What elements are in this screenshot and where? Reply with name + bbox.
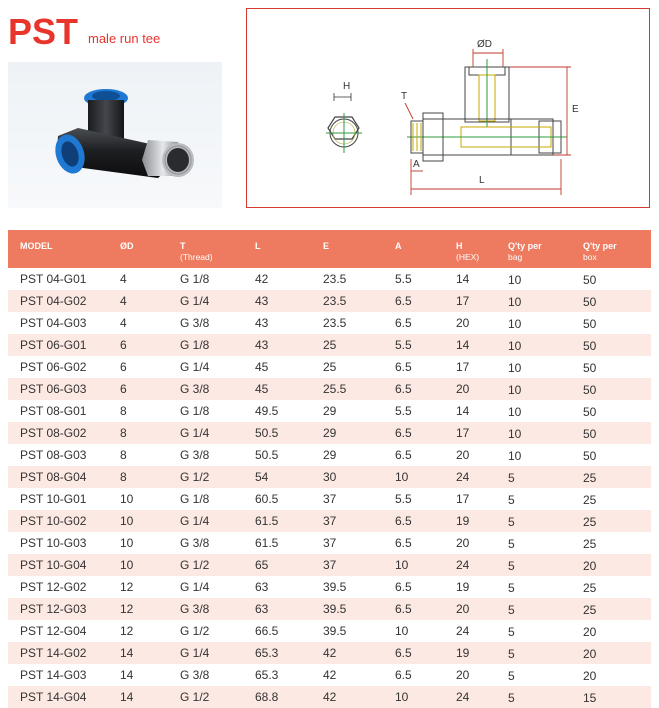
side-view bbox=[407, 59, 567, 161]
table-cell: 5.5 bbox=[395, 491, 412, 506]
table-cell: 6.5 bbox=[395, 359, 412, 374]
table-cell: 5 bbox=[508, 581, 515, 595]
table-row bbox=[8, 466, 651, 488]
table-cell: PST 06-G02 bbox=[20, 359, 87, 374]
table-cell: 15 bbox=[583, 691, 597, 705]
table-cell: 25 bbox=[323, 337, 337, 352]
product-subtitle: male run tee bbox=[88, 31, 161, 46]
product-photo bbox=[8, 62, 222, 208]
table-row bbox=[8, 400, 651, 422]
column-header-sublabel: bag bbox=[508, 252, 523, 262]
table-cell: 20 bbox=[583, 669, 597, 683]
table-cell: PST 04-G01 bbox=[20, 271, 87, 286]
column-header-sublabel: (Thread) bbox=[180, 252, 213, 262]
table-row bbox=[8, 290, 651, 312]
e-label: E bbox=[572, 104, 579, 115]
table-cell: 6.5 bbox=[395, 381, 412, 396]
table-cell: 10 bbox=[508, 317, 522, 331]
table-cell: G 1/8 bbox=[180, 403, 210, 418]
column-header-label: H bbox=[456, 241, 463, 251]
h-label: H bbox=[343, 81, 351, 92]
table-body bbox=[8, 268, 651, 708]
table-cell: PST 12-G03 bbox=[20, 601, 87, 616]
table-cell: 37 bbox=[323, 491, 337, 506]
table-cell: 39.5 bbox=[323, 601, 347, 616]
t-label: T bbox=[401, 91, 408, 102]
table-cell: G 3/8 bbox=[180, 601, 210, 616]
table-row bbox=[8, 686, 651, 708]
table-cell: 10 bbox=[508, 339, 522, 353]
table-cell: 23.5 bbox=[323, 293, 347, 308]
column-header bbox=[180, 230, 255, 268]
table-cell: 20 bbox=[583, 625, 597, 639]
column-header-label: E bbox=[323, 241, 330, 251]
table-cell: PST 10-G03 bbox=[20, 535, 87, 550]
table-cell: 20 bbox=[456, 381, 470, 396]
table-cell: 25 bbox=[583, 581, 597, 595]
table-cell: 6.5 bbox=[395, 293, 412, 308]
table-cell: 50 bbox=[583, 339, 597, 353]
table-cell: PST 14-G02 bbox=[20, 645, 87, 660]
table-cell: 50 bbox=[583, 405, 597, 419]
table-cell: 10 bbox=[395, 557, 409, 572]
table-cell: 65 bbox=[255, 557, 269, 572]
table-cell: 42 bbox=[323, 689, 337, 704]
table-cell: 5.5 bbox=[395, 403, 412, 418]
table-cell: 10 bbox=[508, 273, 522, 287]
table-cell: PST 14-G03 bbox=[20, 667, 87, 682]
brand-title: PST bbox=[8, 11, 79, 52]
column-header-sublabel: box bbox=[583, 252, 597, 262]
table-cell: 5 bbox=[508, 537, 515, 551]
column-header-label: L bbox=[255, 241, 261, 251]
table-cell: 5 bbox=[508, 559, 515, 573]
table-cell: 29 bbox=[323, 425, 337, 440]
table-cell: 24 bbox=[456, 689, 470, 704]
male-run-tee-image bbox=[8, 62, 222, 208]
table-cell: 50 bbox=[583, 383, 597, 397]
table-cell: 63 bbox=[255, 601, 269, 616]
column-header-label: ØD bbox=[120, 241, 134, 251]
table-cell: 10 bbox=[120, 557, 134, 572]
table-cell: 25 bbox=[583, 471, 597, 485]
table-cell: G 1/4 bbox=[180, 425, 210, 440]
table-cell: G 1/2 bbox=[180, 689, 210, 704]
od-label: ØD bbox=[477, 39, 492, 50]
column-header-label: Q'ty per bbox=[583, 241, 617, 251]
table-header-row bbox=[8, 230, 651, 268]
table-cell: 19 bbox=[456, 645, 470, 660]
table-cell: 37 bbox=[323, 557, 337, 572]
table-cell: 37 bbox=[323, 513, 337, 528]
column-header bbox=[583, 230, 651, 268]
table-cell: 60.5 bbox=[255, 491, 279, 506]
table-cell: 5 bbox=[508, 515, 515, 529]
table-cell: PST 10-G02 bbox=[20, 513, 87, 528]
table-cell: 12 bbox=[120, 623, 134, 638]
table-cell: G 1/4 bbox=[180, 359, 210, 374]
table-cell: PST 14-G04 bbox=[20, 689, 87, 704]
table-cell: 6.5 bbox=[395, 601, 412, 616]
table-row bbox=[8, 268, 651, 290]
table-cell: 50.5 bbox=[255, 425, 279, 440]
table-cell: 43 bbox=[255, 293, 269, 308]
table-cell: 5 bbox=[508, 669, 515, 683]
table-cell: 37 bbox=[323, 535, 337, 550]
table-cell: 12 bbox=[120, 601, 134, 616]
table-cell: 17 bbox=[456, 359, 470, 374]
table-cell: PST 04-G02 bbox=[20, 293, 87, 308]
table-row bbox=[8, 312, 651, 334]
table-cell: 50 bbox=[583, 317, 597, 331]
table-cell: 50.5 bbox=[255, 447, 279, 462]
column-header bbox=[255, 230, 323, 268]
table-cell: 39.5 bbox=[323, 623, 347, 638]
table-cell: 6.5 bbox=[395, 579, 412, 594]
table-cell: 5 bbox=[508, 647, 515, 661]
table-cell: 6 bbox=[120, 381, 127, 396]
table-cell: G 3/8 bbox=[180, 535, 210, 550]
table-cell: 10 bbox=[395, 623, 409, 638]
table-cell: 25.5 bbox=[323, 381, 347, 396]
table-cell: 43 bbox=[255, 337, 269, 352]
table-cell: PST 08-G03 bbox=[20, 447, 87, 462]
table-cell: 6.5 bbox=[395, 645, 412, 660]
table-cell: 6.5 bbox=[395, 667, 412, 682]
column-header-label: Q'ty per bbox=[508, 241, 542, 251]
table-row bbox=[8, 488, 651, 510]
table-cell: 14 bbox=[456, 403, 470, 418]
column-header-sublabel: (HEX) bbox=[456, 252, 480, 262]
column-header bbox=[323, 230, 395, 268]
table-cell: 10 bbox=[120, 513, 134, 528]
table-cell: 65.3 bbox=[255, 667, 279, 682]
table-cell: 5 bbox=[508, 625, 515, 639]
table-cell: 63 bbox=[255, 579, 269, 594]
table-row bbox=[8, 620, 651, 642]
column-header-label: A bbox=[395, 241, 402, 251]
table-cell: 54 bbox=[255, 469, 269, 484]
table-row bbox=[8, 576, 651, 598]
table-row bbox=[8, 422, 651, 444]
table-cell: 6.5 bbox=[395, 513, 412, 528]
technical-drawing bbox=[246, 8, 650, 208]
table-cell: 10 bbox=[395, 469, 409, 484]
table-cell: 61.5 bbox=[255, 513, 279, 528]
table-cell: 50 bbox=[583, 295, 597, 309]
table-cell: 12 bbox=[120, 579, 134, 594]
table-cell: 14 bbox=[456, 271, 470, 286]
table-cell: 50 bbox=[583, 427, 597, 441]
dimension-diagram bbox=[247, 9, 648, 206]
table-cell: 10 bbox=[508, 427, 522, 441]
table-cell: PST 06-G01 bbox=[20, 337, 87, 352]
table-cell: G 3/8 bbox=[180, 667, 210, 682]
table-cell: 19 bbox=[456, 579, 470, 594]
table-cell: G 1/4 bbox=[180, 513, 210, 528]
table-row bbox=[8, 642, 651, 664]
table-row bbox=[8, 444, 651, 466]
table-cell: 10 bbox=[508, 405, 522, 419]
table-cell: 14 bbox=[120, 689, 134, 704]
table-cell: 50 bbox=[583, 273, 597, 287]
l-label: L bbox=[479, 175, 485, 186]
table-cell: 5.5 bbox=[395, 271, 412, 286]
table-cell: PST 08-G01 bbox=[20, 403, 87, 418]
table-cell: 4 bbox=[120, 315, 127, 330]
table-cell: 14 bbox=[456, 337, 470, 352]
table-cell: 25 bbox=[583, 603, 597, 617]
table-cell: 6.5 bbox=[395, 315, 412, 330]
table-cell: 5 bbox=[508, 603, 515, 617]
table-cell: 66.5 bbox=[255, 623, 279, 638]
table-cell: G 1/4 bbox=[180, 293, 210, 308]
table-cell: 24 bbox=[456, 557, 470, 572]
table-cell: 23.5 bbox=[323, 271, 347, 286]
table-cell: 6.5 bbox=[395, 425, 412, 440]
table-cell: 8 bbox=[120, 425, 127, 440]
table-cell: 29 bbox=[323, 447, 337, 462]
table-cell: 20 bbox=[456, 535, 470, 550]
table-cell: 8 bbox=[120, 447, 127, 462]
table-cell: 5 bbox=[508, 493, 515, 507]
table-cell: 30 bbox=[323, 469, 337, 484]
table-row bbox=[8, 664, 651, 686]
hex-end-view bbox=[326, 93, 362, 153]
table-cell: 65.3 bbox=[255, 645, 279, 660]
table-cell: 25 bbox=[583, 493, 597, 507]
table-cell: 14 bbox=[120, 667, 134, 682]
table-row bbox=[8, 532, 651, 554]
table-cell: 6 bbox=[120, 337, 127, 352]
table-cell: PST 12-G02 bbox=[20, 579, 87, 594]
table-cell: G 1/4 bbox=[180, 645, 210, 660]
table-cell: 20 bbox=[456, 315, 470, 330]
table-cell: 17 bbox=[456, 293, 470, 308]
table-cell: 24 bbox=[456, 623, 470, 638]
column-header bbox=[395, 230, 456, 268]
table-cell: 17 bbox=[456, 491, 470, 506]
table-cell: 29 bbox=[323, 403, 337, 418]
table-cell: 10 bbox=[508, 383, 522, 397]
table-cell: 6.5 bbox=[395, 447, 412, 462]
table-cell: 10 bbox=[508, 361, 522, 375]
table-cell: 5 bbox=[508, 691, 515, 705]
table-cell: 10 bbox=[508, 295, 522, 309]
table-row bbox=[8, 554, 651, 576]
table-cell: 19 bbox=[456, 513, 470, 528]
table-row bbox=[8, 334, 651, 356]
table-cell: 42 bbox=[323, 645, 337, 660]
table-cell: 8 bbox=[120, 403, 127, 418]
table-cell: PST 08-G04 bbox=[20, 469, 87, 484]
table-cell: G 1/2 bbox=[180, 623, 210, 638]
table-cell: 50 bbox=[583, 449, 597, 463]
table-cell: 45 bbox=[255, 381, 269, 396]
table-cell: G 1/8 bbox=[180, 491, 210, 506]
column-header bbox=[456, 230, 508, 268]
table-cell: 20 bbox=[456, 601, 470, 616]
table-cell: 20 bbox=[583, 647, 597, 661]
table-cell: G 1/2 bbox=[180, 557, 210, 572]
table-cell: 43 bbox=[255, 315, 269, 330]
column-header bbox=[508, 230, 583, 268]
column-header bbox=[8, 230, 120, 268]
table-cell: G 1/2 bbox=[180, 469, 210, 484]
table-cell: 10 bbox=[120, 535, 134, 550]
table-cell: 14 bbox=[120, 645, 134, 660]
table-cell: 49.5 bbox=[255, 403, 279, 418]
table-cell: 25 bbox=[323, 359, 337, 374]
table-cell: 68.8 bbox=[255, 689, 279, 704]
table-cell: 20 bbox=[583, 559, 597, 573]
table-cell: G 3/8 bbox=[180, 447, 210, 462]
table-cell: G 1/8 bbox=[180, 271, 210, 286]
table-cell: 6.5 bbox=[395, 535, 412, 550]
table-cell: 5.5 bbox=[395, 337, 412, 352]
table-cell: PST 12-G04 bbox=[20, 623, 87, 638]
table-cell: 10 bbox=[508, 449, 522, 463]
table-cell: PST 06-G03 bbox=[20, 381, 87, 396]
table-cell: 8 bbox=[120, 469, 127, 484]
table-cell: 5 bbox=[508, 471, 515, 485]
table-cell: 10 bbox=[395, 689, 409, 704]
table-cell: 20 bbox=[456, 667, 470, 682]
table-cell: 10 bbox=[120, 491, 134, 506]
table-row bbox=[8, 598, 651, 620]
table-cell: 61.5 bbox=[255, 535, 279, 550]
spec-table bbox=[8, 230, 651, 708]
table-cell: 50 bbox=[583, 361, 597, 375]
table-cell: PST 10-G04 bbox=[20, 557, 87, 572]
table-cell: PST 08-G02 bbox=[20, 425, 87, 440]
table-row bbox=[8, 378, 651, 400]
table-cell: 42 bbox=[255, 271, 269, 286]
table-cell: 39.5 bbox=[323, 579, 347, 594]
table-cell: 45 bbox=[255, 359, 269, 374]
table-cell: G 1/8 bbox=[180, 337, 210, 352]
table-row bbox=[8, 356, 651, 378]
table-cell: 23.5 bbox=[323, 315, 347, 330]
column-header-label: MODEL bbox=[20, 241, 53, 251]
table-cell: PST 04-G03 bbox=[20, 315, 87, 330]
column-header bbox=[120, 230, 180, 268]
column-header-label: T bbox=[180, 241, 186, 251]
table-cell: 4 bbox=[120, 293, 127, 308]
table-cell: 25 bbox=[583, 537, 597, 551]
table-row bbox=[8, 510, 651, 532]
table-cell: 20 bbox=[456, 447, 470, 462]
table-cell: 17 bbox=[456, 425, 470, 440]
table-cell: G 1/4 bbox=[180, 579, 210, 594]
table-cell: G 3/8 bbox=[180, 315, 210, 330]
table-cell: 4 bbox=[120, 271, 127, 286]
table-cell: G 3/8 bbox=[180, 381, 210, 396]
table-cell: 42 bbox=[323, 667, 337, 682]
table-cell: PST 10-G01 bbox=[20, 491, 87, 506]
table-cell: 24 bbox=[456, 469, 470, 484]
table-cell: 25 bbox=[583, 515, 597, 529]
a-label: A bbox=[413, 159, 420, 170]
table-cell: 6 bbox=[120, 359, 127, 374]
